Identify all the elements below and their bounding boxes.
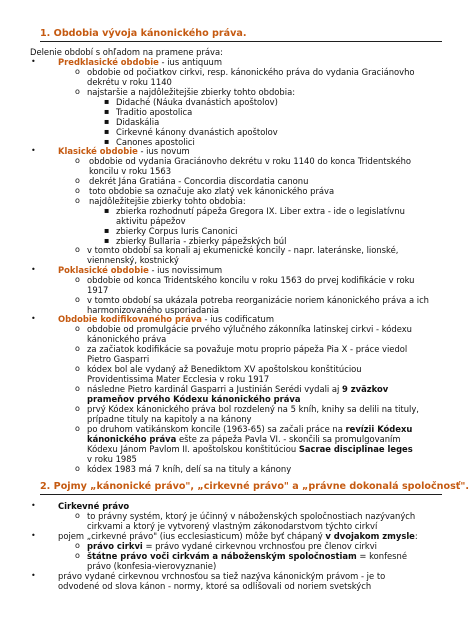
pojem-bold: v dvojakom zmysle (325, 531, 415, 541)
circle-bullet-icon: o (75, 196, 80, 205)
pojem-line (58, 531, 418, 541)
circle-bullet-icon: o (75, 156, 80, 165)
circle-bullet-icon: o (75, 424, 80, 433)
bullet-icon: • (31, 57, 36, 66)
poklasicke-suffix: - ius novissimum (148, 265, 223, 275)
pojem-post: : (414, 531, 418, 541)
sense-2-line-2: právo (konfesia-vierovyznanie) (87, 561, 217, 571)
predklasicke-name: Predklasické obdobie (58, 57, 159, 67)
predklasicke-item-2: najstaršie a najdôležitejšie zbierky tohto obdobia: (87, 87, 296, 97)
sense-1 (87, 541, 377, 551)
bullet-icon: • (31, 531, 36, 540)
klasicke-item-1-line-1: obdobie od vydania Graciánovho dekrétu v roku 1140 do konca Tridentského (89, 156, 412, 166)
poklasicke-item-1-line-1: obdobie od konca Tridentského koncilu v roku 1563 do prvej kodifikácie v roku (87, 275, 415, 285)
klasicke-collection-1-line-1: zbierka rozhodnutí pápeža Gregora IX. Liber extra - ide o legislatívnu (116, 206, 405, 216)
bullet-icon: • (31, 314, 36, 323)
collection-item: Didaché (Náuka dvanástich apoštolov) (116, 97, 278, 107)
kodifikovane-heading (58, 314, 274, 324)
kodifikovane-item-6-line-3 (87, 444, 413, 454)
klasicke-item-2: dekrét Jána Gratiána - Concordia discordatia canonu (89, 176, 309, 186)
collection-item: Canones apostolici (116, 137, 195, 147)
klasicke-item-4: najdôležitejšie zbierky tohto obdobia: (89, 196, 246, 206)
klasicke-name: Klasické obdobie (58, 146, 138, 156)
circle-bullet-icon: o (75, 464, 80, 473)
intro-text: Delenie období s ohľadom na pramene práva: (30, 47, 223, 57)
circle-bullet-icon: o (75, 176, 80, 185)
kodifikovane-item-1-line-1: obdobie od promulgácie prvého výlučného zákonníka latinskej cirkvi - kódexu (87, 324, 412, 334)
poklasicke-name: Poklasické obdobie (58, 265, 149, 275)
bullet-icon: • (31, 265, 36, 274)
circle-bullet-icon: o (75, 364, 80, 373)
predklasicke-suffix: - ius antiquum (158, 57, 222, 67)
poklasicke-heading (58, 265, 222, 275)
kodifikovane-item-3-line-1: kódex bol ale vydaný až Benediktom XV apoštolskou konštitúciou (87, 364, 362, 374)
kodifikovane-item-4-bold: 9 zväzkov (342, 384, 389, 394)
poklasicke-item-2-line-1: v tomto období sa ukázala potreba reorganizácie noriem kánonického práva a ich (87, 295, 429, 305)
definition-line-1: to právny systém, ktorý je účinný v náboženských spoločnostiach nazývaných (87, 511, 416, 521)
circle-bullet-icon: o (75, 67, 80, 76)
kodifikovane-item-6-mid: ešte za pápeža Pavla VI. - skončili sa promulgovaním (176, 434, 401, 444)
klasicke-heading (58, 146, 190, 156)
kodifikovane-item-6-l3-text: Kódexu Jánom Pavlom II. apoštolskou konštitúciou (87, 444, 299, 454)
sense-2-line-1 (87, 551, 407, 561)
circle-bullet-icon: o (75, 511, 80, 520)
section-2-heading: 2. Pojmy „kánonické právo", „cirkevné právo" a „právne dokonalá spoločnosť". (40, 481, 442, 495)
kodifikovane-suffix: - ius codificatum (201, 314, 275, 324)
collection-item: Traditio apostolica (116, 107, 193, 117)
circle-bullet-icon: o (75, 324, 80, 333)
kodifikovane-item-4-line-2: prameňov prvého Kódexu kánonického práva (87, 394, 301, 404)
kodifikovane-item-4-text: následne Pietro kardinál Gasparri a Justinián Serédi vydali aj (87, 384, 343, 394)
kodifikovane-item-6-line-2 (87, 434, 401, 444)
square-bullet-icon: ▪ (104, 127, 110, 136)
sense-1-bold: právo cirkvi (87, 541, 143, 551)
kodifikovane-item-7: kódex 1983 má 7 kníh, delí sa na tituly a kánony (87, 464, 292, 474)
square-bullet-icon: ▪ (104, 97, 110, 106)
circle-bullet-icon: o (75, 404, 80, 413)
bullet-icon: • (31, 146, 36, 155)
square-bullet-icon: ▪ (104, 206, 110, 215)
square-bullet-icon: ▪ (104, 107, 110, 116)
klasicke-collection-2: zbierky Corpus Iuris Canonici (116, 226, 238, 236)
bullet-icon: • (31, 501, 36, 510)
kodifikovane-item-2-line-1: za začiatok kodifikácie sa považuje motu proprio pápeža Pia X - práce viedol (87, 344, 408, 354)
predklasicke-heading (58, 57, 222, 67)
kodifikovane-item-4-line-1 (87, 384, 388, 394)
klasicke-item-1-line-2: koncilu v roku 1563 (89, 166, 172, 176)
circle-bullet-icon: o (75, 541, 80, 550)
poklasicke-item-2-line-2: harmonizovaného usporiadania (87, 305, 220, 315)
circle-bullet-icon: o (75, 384, 80, 393)
kodifikovane-item-6-bold-2: kánonického práva (87, 434, 177, 444)
pojem-text: pojem „cirkevné právo" (ius ecclesiasticum) môže byť chápaný (58, 531, 326, 541)
square-bullet-icon: ▪ (104, 226, 110, 235)
kodifikovane-name: Obdobie kodifikovaného práva (58, 314, 202, 324)
klasicke-item-5-line-1: v tomto období sa konali aj ekumenické koncily - napr. lateránske, lionské, (87, 245, 399, 255)
kodifikovane-item-1-line-2: kánonického práva (87, 334, 167, 344)
kodifikovane-item-5-line-2: prípadne tituly na kapitoly a na kánony (87, 414, 252, 424)
kodifikovane-item-6-bold-3: Sacrae disciplinae leges (298, 444, 413, 454)
circle-bullet-icon: o (75, 186, 80, 195)
kodifikovane-item-6-bold: revízii Kódexu (345, 424, 413, 434)
predklasicke-item-1-line-1: obdobie od počiatkov cirkvi, resp. kánonického práva do vydania Graciánovho (87, 67, 415, 77)
cirkevne-pravo-title: Cirkevné právo (58, 501, 130, 511)
square-bullet-icon: ▪ (104, 117, 110, 126)
predklasicke-item-1-line-2: dekrétu v roku 1140 (87, 77, 172, 87)
kodifikovane-item-6-line-4: v roku 1985 (87, 454, 137, 464)
sense-2-rest: = konfesné (356, 551, 407, 561)
poklasicke-item-1-line-2: 1917 (87, 285, 109, 295)
sense-1-rest: = právo vydané cirkevnou vrchnosťou pre členov cirkvi (142, 541, 378, 551)
definition-line-2: cirkvami a ktorý je vytvorený vlastným zákonodarstvom týchto cirkví (87, 521, 378, 531)
collection-item: Cirkevné kánony dvanástich apoštolov (116, 127, 278, 137)
kodifikovane-item-6-line-1 (87, 424, 412, 434)
circle-bullet-icon: o (75, 87, 80, 96)
square-bullet-icon: ▪ (104, 236, 110, 245)
last-item-line-2: odvodené od slova kánon - normy, ktoré sa odlišovali od noriem svetských (58, 581, 372, 591)
kodifikovane-item-3-line-2: Providentissima Mater Ecclesia v roku 1917 (87, 374, 270, 384)
kodifikovane-item-2-line-2: Pietro Gasparri (87, 354, 150, 364)
last-item-line-1: právo vydané cirkevnou vrchnosťou sa tiež nazýva kánonickým právom - je to (58, 571, 386, 581)
circle-bullet-icon: o (75, 245, 80, 254)
circle-bullet-icon: o (75, 551, 80, 560)
section-1-heading: 1. Obdobia vývoja kánonického práva. (40, 28, 442, 42)
square-bullet-icon: ▪ (104, 137, 110, 146)
circle-bullet-icon: o (75, 275, 80, 284)
klasicke-collection-1-line-2: aktivitu pápežov (116, 216, 186, 226)
circle-bullet-icon: o (75, 344, 80, 353)
klasicke-item-5-line-2: viennenský, kostnický (87, 255, 179, 265)
bullet-icon: • (31, 571, 36, 580)
kodifikovane-item-6-text: po druhom vatikánskom koncile (1963-65) sa začali práce na (87, 424, 346, 434)
collection-item: Didaskália (116, 117, 160, 127)
klasicke-item-3: toto obdobie sa označuje ako zlatý vek kánonického práva (89, 186, 335, 196)
kodifikovane-item-5-line-1: prvý Kódex kánonického práva bol rozdelený na 5 kníh, knihy sa delili na tituly, (87, 404, 419, 414)
klasicke-collection-3: zbierky Bullaria - zbierky pápežských búl (116, 236, 287, 246)
sense-2-bold: štátne právo voči cirkvám a náboženským spoločnostiam (87, 551, 357, 561)
circle-bullet-icon: o (75, 295, 80, 304)
klasicke-suffix: - ius novum (137, 146, 190, 156)
